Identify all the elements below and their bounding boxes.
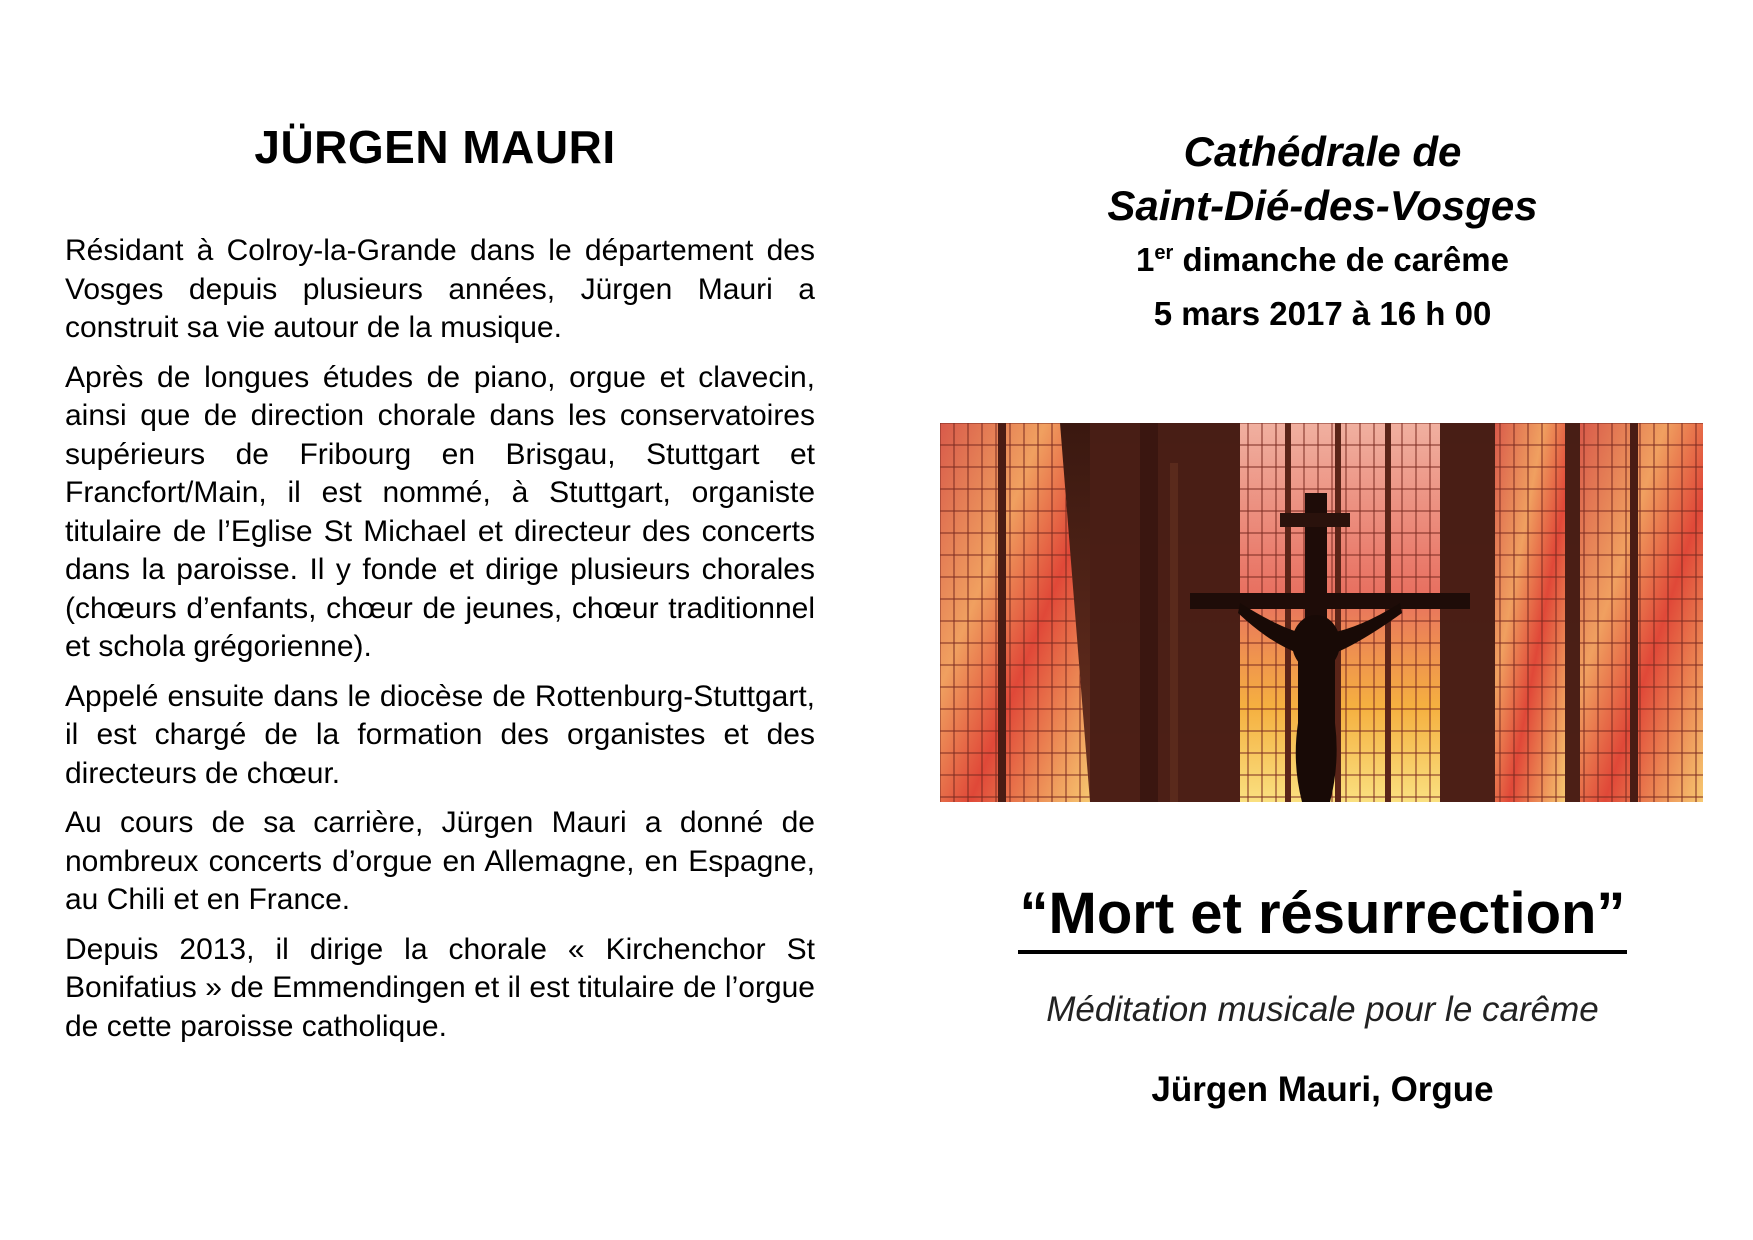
event-header xyxy=(940,125,1705,341)
event-occasion xyxy=(940,233,1705,287)
performer: Jürgen Mauri, Orgue xyxy=(1151,1070,1494,1109)
occasion-text: dimanche de carême xyxy=(1173,241,1509,278)
occasion-ordinal: 1 xyxy=(1136,241,1155,278)
concert-title-text: “Mort et résurrection” xyxy=(1018,880,1628,954)
venue-line-1: Cathédrale de xyxy=(1183,128,1462,175)
biography-section xyxy=(65,120,815,1057)
occasion-ordinal-suffix: er xyxy=(1154,242,1174,264)
concert-subtitle: Méditation musicale pour le carême xyxy=(1046,990,1599,1029)
biography-paragraph: Appelé ensuite dans le diocèse de Rottenburg-Stuttgart, il est chargé de la formation des organistes et des directeurs de chœur. xyxy=(65,679,815,790)
concert-title xyxy=(940,880,1705,954)
biography-title: JÜRGEN MAURI xyxy=(254,121,616,173)
biography-paragraph: Au cours de sa carrière, Jürgen Mauri a donné de nombreux concerts d’orgue en Allemagne, en Espagne, au Chili et en France. xyxy=(65,806,815,916)
biography-paragraph: Depuis 2013, il dirige la chorale « Kirchenchor St Bonifatius » de Emmendingen et il est titulaire de l’orgue de cette paroisse catholique. xyxy=(65,932,815,1043)
biography-paragraph: Résidant à Colroy-la-Grande dans le département des Vosges depuis plusieurs années, Jürgen Mauri a construit sa vie autour de la musique. xyxy=(65,234,815,344)
stained-glass-crucifix-photo xyxy=(940,423,1703,802)
biography-paragraph: Après de longues études de piano, orgue et clavecin, ainsi que de direction chorale dans les conservatoires supérieurs de Fribourg en Brisgau, Stuttgart et Francfort/Main, il est nommé, à Stuttgart, organiste titulaire de l’Eglise St Michael et directeur des concerts dans la paroisse. Il y fonde et dirige plusieurs chorales (chœurs d’enfants, chœur de jeunes, chœur traditionnel et schola grégorienne). xyxy=(65,360,815,663)
venue-line-2: Saint-Dié-des-Vosges xyxy=(1107,182,1538,229)
event-date-time: 5 mars 2017 à 16 h 00 xyxy=(1153,295,1492,332)
stained-glass-crucifix-image xyxy=(940,423,1703,802)
